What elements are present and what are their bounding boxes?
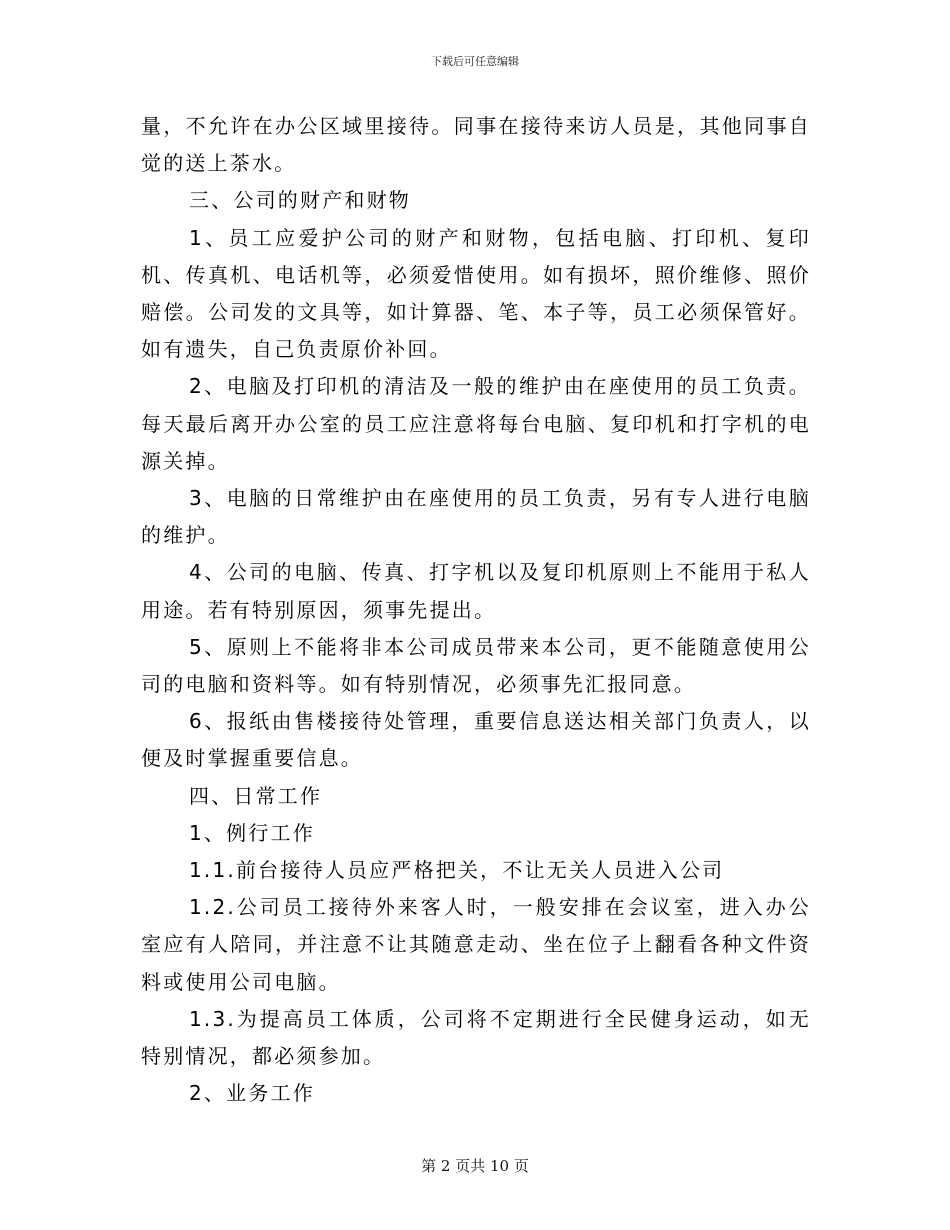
paragraph-assets-5: 5、原则上不能将非本公司成员带来本公司，更不能随意使用公司的电脑和资料等。如有特别情况，必须事先汇报同意。 [141, 634, 811, 697]
page-header-note: 下载后可任意编辑 [431, 55, 519, 68]
paragraph-routine-1-2: 1.2.公司员工接待外来客人时，一般安排在会议室，进入办公室应有人陪同，并注意不让其随意走动、坐在位子上翻看各种文件资料或使用公司电脑。 [141, 895, 811, 994]
section-heading-assets: 三、公司的财产和财物 [189, 188, 411, 213]
paragraph-routine-1-1: 1.1.前台接待人员应严格把关，不让无关人员进入公司 [189, 858, 725, 883]
paragraph-routine-1-3: 1.3.为提高员工体质，公司将不定期进行全民健身运动，如无特别情况，都必须参加。 [141, 1006, 811, 1069]
subheading-routine-work: 1、例行工作 [189, 820, 315, 845]
paragraph-assets-4: 4、公司的电脑、传真、打字机以及复印机原则上不能用于私人用途。若有特别原因，须事先提出。 [141, 560, 811, 622]
paragraph-assets-3: 3、电脑的日常维护由在座使用的员工负责，另有专人进行电脑的维护。 [141, 486, 811, 548]
paragraph-continuation: 量，不允许在办公区域里接待。同事在接待来访人员是，其他同事自觉的送上茶水。 [141, 114, 811, 176]
document-body [141, 108, 811, 1112]
section-heading-daily-work: 四、日常工作 [189, 783, 323, 808]
page-number: 第 2 页共 10 页 [421, 1157, 529, 1175]
paragraph-assets-2: 2、电脑及打印机的清洁及一般的维护由在座使用的员工负责。每天最后离开办公室的员工应注意将每台电脑、复印机和打字机的电源关掉。 [141, 374, 811, 473]
paragraph-assets-1: 1、员工应爱护公司的财产和财物，包括电脑、打印机、复印机、传真机、电话机等，必须爱惜使用。如有损坏，照价维修、照价赔偿。公司发的文具等，如计算器、笔、本子等，员工必须保管好。如有遗失，自己负责原价补回。 [141, 225, 811, 362]
paragraph-assets-6: 6、报纸由售楼接待处管理，重要信息送达相关部门负责人，以便及时掌握重要信息。 [141, 709, 811, 771]
subheading-business-work: 2、业务工作 [189, 1081, 315, 1106]
